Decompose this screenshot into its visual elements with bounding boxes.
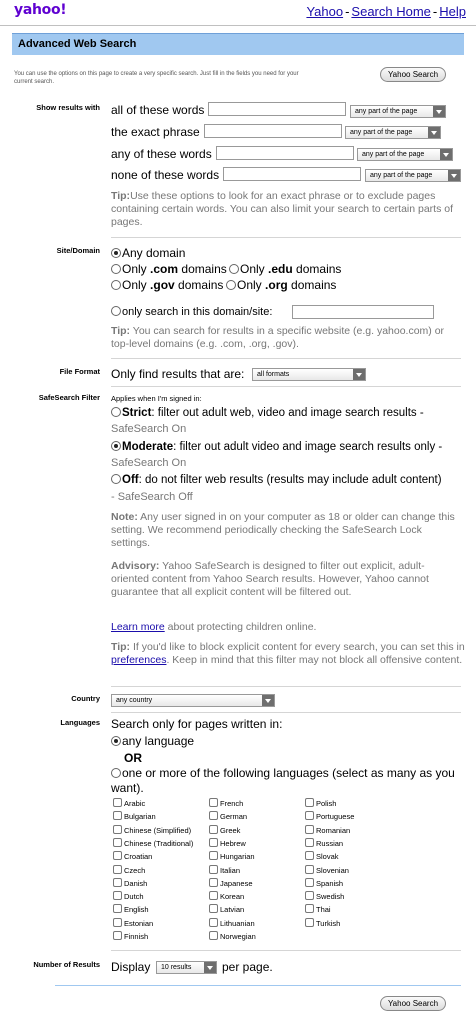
link-separator: - [345,4,350,19]
per-page-text: per page. [222,960,273,974]
checkbox-icon[interactable] [113,838,122,847]
learn-more-line [111,621,461,634]
file-format-value: all formats [257,371,290,378]
language-checkbox[interactable] [305,851,339,861]
off-label: Off [122,474,139,486]
language-name: Arabic [124,799,146,808]
section-divider [111,237,461,238]
checkbox-icon[interactable] [209,811,218,820]
checkbox-icon[interactable] [113,931,122,940]
none-words-input[interactable] [223,167,361,181]
checkbox-icon[interactable] [305,878,314,887]
language-name: English [124,905,149,915]
help-link[interactable]: Help [439,4,466,19]
checkbox-icon[interactable] [209,838,218,847]
language-name: Swedish [316,892,345,902]
advisory-text: Yahoo SafeSearch is designed to filter out explicit, adult-oriented content from Yahoo Search results. However, Yahoo cannot guarantee that all explicit content will be filtered out. [111,560,429,598]
strict-sub: SafeSearch On [111,423,187,435]
language-checkbox[interactable] [305,825,350,835]
language-checkbox[interactable] [113,825,191,835]
section-divider [111,686,461,687]
results-count-value: 10 results [161,964,192,971]
language-name: Bulgarian [124,812,156,822]
language-checkbox[interactable] [305,891,344,901]
language-name: Lithuanian [220,918,255,928]
checkbox-icon[interactable] [113,865,122,874]
language-name: Chinese (Simplified) [124,825,192,835]
language-checkbox[interactable] [113,811,156,821]
site-input[interactable] [292,305,434,319]
checkbox-icon[interactable] [305,904,314,913]
any-domain-text: Any domain [122,246,186,260]
language-checkbox[interactable] [113,904,149,914]
radio-icon[interactable] [111,264,121,274]
checkbox-icon[interactable] [305,851,314,860]
language-name: Finnish [124,932,149,941]
radio-selected-icon[interactable] [111,736,121,746]
file-format-text: Only find results that are: [111,367,245,381]
language-checkbox[interactable] [113,851,152,861]
org-text: .org [265,278,288,292]
domains-text: domains [296,262,342,276]
tip-text: You can search for results in a specific website (e.g. yahoo.com) or top-level domains (e.g. .com, .org, .gov). [111,325,445,350]
language-name: Turkish [316,918,341,928]
language-name: Chinese (Traditional) [124,838,194,848]
language-name: Slovenian [316,865,349,875]
intro-text: You can use the options on this page to create a very specific search. Just fill in the fields you need for your current search. [14,71,299,85]
page-title: Advanced Web Search [18,38,137,50]
show-results-tip [111,190,461,229]
com-text: .com [150,262,179,276]
strict-text: : filter out adult web, video and image search results - [151,407,424,419]
safesearch-label: SafeSearch Filter [38,393,100,402]
applies-text: Applies when I'm signed in: [111,394,202,403]
checkbox-icon[interactable] [305,825,314,834]
language-checkbox[interactable] [305,878,343,888]
exact-phrase-input[interactable] [204,124,342,138]
strict-label: Strict [122,407,152,419]
language-checkbox[interactable] [209,865,240,875]
language-name: Japanese [220,878,253,888]
only-site-text: only search in this domain/site: [122,306,273,318]
section-divider [111,386,461,387]
any-language-option[interactable] [111,734,194,748]
checkbox-icon[interactable] [113,918,122,927]
language-name: Dutch [124,892,144,902]
yahoo-logo[interactable]: yahoo! [14,2,67,18]
multi-language-text: one or more of the following languages (select as many as you want). [111,766,455,795]
radio-icon[interactable] [111,474,121,484]
radio-icon[interactable] [111,306,121,316]
search-button-top[interactable]: Yahoo Search [380,67,446,82]
radio-icon[interactable] [111,280,121,290]
checkbox-icon[interactable] [113,878,122,887]
moderate-sub: SafeSearch On [111,457,187,469]
section-divider [111,712,461,713]
only-site-option[interactable] [111,306,272,318]
note-label: Note: [111,511,138,523]
tip-text: If you'd like to block explicit content for every search, you can set this in [130,641,465,653]
language-checkbox[interactable] [209,931,256,941]
language-name: Estonian [124,918,154,928]
only-text: Only [240,262,265,276]
language-name: Croatian [124,852,153,862]
learn-more-link[interactable]: Learn more [111,621,165,633]
language-checkbox[interactable] [305,865,349,875]
safesearch-note [111,511,461,550]
org-domain-option[interactable] [226,278,336,292]
display-text: Display [111,960,151,974]
section-divider [111,358,461,359]
site-domain-label: Site/Domain [56,246,100,255]
gov-domain-option[interactable] [111,278,223,292]
language-checkbox[interactable] [209,918,255,928]
language-checkbox[interactable] [305,918,340,928]
off-text: : do not filter web results (results may include adult content) [138,474,442,486]
language-checkbox[interactable] [305,811,354,821]
language-checkbox[interactable] [113,838,193,848]
language-checkbox[interactable] [113,798,145,808]
any-words-label: any of these words [111,147,212,161]
language-name: Greek [220,825,241,835]
moderate-text: : filter out adult video and image search results only - [173,441,443,453]
only-text: Only [122,262,147,276]
checkbox-icon[interactable] [113,798,122,807]
chevron-down-icon [448,170,460,181]
search-button-bottom[interactable]: Yahoo Search [380,996,446,1011]
file-format-label: File Format [59,367,100,376]
language-checkbox[interactable] [113,865,145,875]
language-checkbox[interactable] [113,931,148,941]
language-name: Hebrew [220,838,246,848]
preferences-link[interactable]: preferences [111,654,167,666]
radio-selected-icon[interactable] [111,248,121,258]
off-sub: - SafeSearch Off [111,491,193,503]
number-of-results-label: Number of Results [33,960,100,969]
chevron-down-icon [204,962,216,973]
language-checkbox[interactable] [209,851,255,861]
domains-text: domains [178,278,224,292]
exact-phrase-label: the exact phrase [111,125,200,139]
language-name: Korean [220,892,245,902]
country-value: any country [116,697,153,704]
any-domain-option[interactable] [111,246,185,260]
chevron-down-icon [440,149,452,160]
tip-label: Tip: [111,641,131,653]
country-select[interactable] [111,694,275,707]
language-checkbox[interactable] [305,798,336,808]
language-name: Thai [316,905,331,915]
footer-divider [55,985,461,986]
or-text: OR [124,751,142,765]
off-option[interactable] [111,474,442,486]
checkbox-icon[interactable] [305,865,314,874]
tip-text: . Keep in mind that this filter may not block all offensive content. [166,654,463,666]
checkbox-icon[interactable] [209,798,218,807]
checkbox-icon[interactable] [305,838,314,847]
checkbox-icon[interactable] [305,891,314,900]
safesearch-advisory [111,560,461,599]
any-language-text: any language [122,734,195,748]
scope-value: any part of the page [362,151,425,158]
language-name: Spanish [316,878,344,888]
gov-text: .gov [150,278,175,292]
checkbox-icon[interactable] [209,904,218,913]
site-tip [111,325,461,351]
all-words-label: all of these words [111,103,205,117]
chevron-down-icon [433,106,445,117]
languages-heading: Search only for pages written in: [111,717,283,731]
top-links [306,4,466,19]
language-checkbox[interactable] [113,878,147,888]
chevron-down-icon [262,695,274,706]
checkbox-icon[interactable] [209,865,218,874]
radio-icon[interactable] [111,407,121,417]
checkbox-icon[interactable] [113,891,122,900]
radio-icon[interactable] [229,264,239,274]
checkbox-icon[interactable] [209,891,218,900]
checkbox-icon[interactable] [305,918,314,927]
radio-selected-icon[interactable] [111,441,121,451]
com-domain-option[interactable] [111,262,227,276]
edu-text: .edu [268,262,293,276]
checkbox-icon[interactable] [305,811,314,820]
file-format-select[interactable] [252,368,366,381]
language-checkbox[interactable] [209,878,253,888]
strict-option[interactable] [111,407,424,419]
checkbox-icon[interactable] [209,825,218,834]
checkbox-icon[interactable] [113,825,122,834]
header-divider [0,25,476,26]
link-separator: - [432,4,438,19]
tip-label: Tip: [111,190,131,202]
language-name: Hungarian [220,852,255,862]
tip-label: Tip: [111,325,131,337]
country-label: Country [71,694,100,703]
language-checkbox[interactable] [209,825,240,835]
language-checkbox[interactable] [209,798,243,808]
checkbox-icon[interactable] [209,918,218,927]
language-name: Portuguese [316,812,355,822]
yahoo-link[interactable]: Yahoo [306,4,344,19]
language-name: Czech [124,865,146,875]
language-checkbox[interactable] [209,811,247,821]
language-name: German [220,812,248,822]
checkbox-icon[interactable] [305,798,314,807]
any-words-input[interactable] [216,146,354,160]
title-bar [12,33,464,55]
checkbox-icon[interactable] [209,931,218,940]
results-count-select[interactable] [156,961,217,974]
scope-value: any part of the page [355,108,418,115]
domains-text: domains [181,262,227,276]
exact-phrase-scope-select[interactable] [345,126,441,139]
language-name: Norwegian [220,932,256,941]
domains-text: domains [291,278,337,292]
none-words-label: none of these words [111,168,220,182]
multi-language-option[interactable] [111,766,466,796]
edu-domain-option[interactable] [229,262,341,276]
language-checkbox[interactable] [209,904,244,914]
language-name: Russian [316,838,344,848]
checkbox-icon[interactable] [209,851,218,860]
safesearch-tip [111,641,465,667]
scope-value: any part of the page [350,129,413,136]
show-results-label: Show results with [36,103,100,112]
moderate-label: Moderate [122,441,174,453]
learn-more-text: about protecting children online. [164,621,317,633]
any-words-scope-select[interactable] [357,148,453,161]
languages-label: Languages [60,718,100,727]
language-checkbox[interactable] [113,918,153,928]
language-name: Slovak [316,852,339,862]
checkbox-icon[interactable] [209,878,218,887]
language-name: Danish [124,878,148,888]
checkbox-icon[interactable] [113,811,122,820]
language-checkbox[interactable] [113,891,144,901]
all-words-scope-select[interactable] [350,105,446,118]
only-text: Only [237,278,262,292]
section-divider [111,950,461,951]
language-name: Polish [316,799,337,808]
all-words-input[interactable] [208,102,346,116]
only-text: Only [122,278,147,292]
tip-text: Use these options to look for an exact phrase or to exclude pages containing certain words. You can also limit your search to certain parts of pages. [111,190,454,228]
language-checkbox[interactable] [305,838,343,848]
language-checkbox[interactable] [209,891,244,901]
checkbox-icon[interactable] [113,851,122,860]
chevron-down-icon [428,127,440,138]
moderate-option[interactable] [111,441,442,453]
language-name: Latvian [220,905,245,915]
scope-value: any part of the page [370,172,433,179]
note-text: Any user signed in on your computer as 18 or older can change this setting. We recommend periodically checking the SafeSearch Lock settings. [111,511,455,549]
radio-icon[interactable] [111,768,121,778]
radio-icon[interactable] [226,280,236,290]
language-name: Romanian [316,825,351,835]
advisory-label: Advisory: [111,560,160,572]
language-name: Italian [220,865,241,875]
language-checkbox[interactable] [305,904,331,914]
none-words-scope-select[interactable] [365,169,461,182]
checkbox-icon[interactable] [113,904,122,913]
language-name: French [220,799,244,808]
language-checkbox[interactable] [209,838,246,848]
chevron-down-icon [353,369,365,380]
search-home-link[interactable]: Search Home [351,4,431,19]
